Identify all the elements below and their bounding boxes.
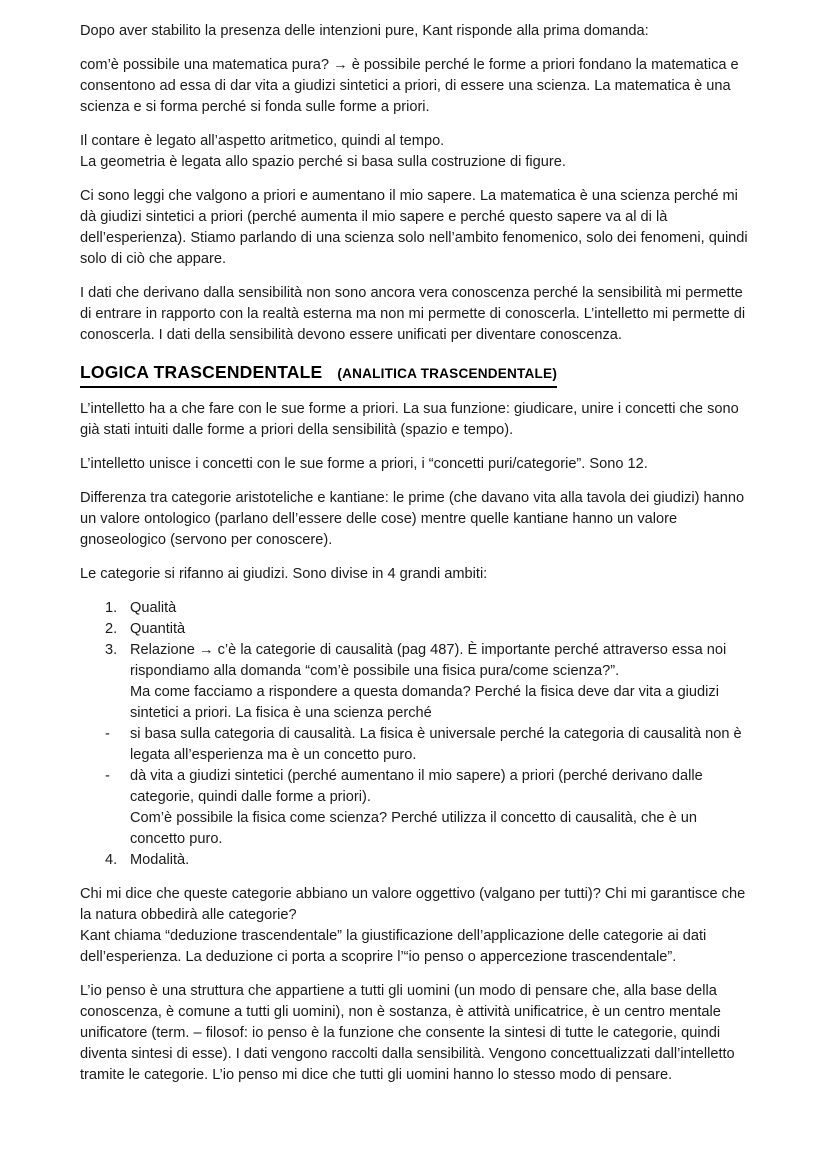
paragraph-matematica-pura: com’è possibile una matematica pura? → è possibile perché le forme a priori fondano la matematica e consentono ad essa di dar vita a giudizi sintetici a priori, di essere una scienza. La matematica è una scienza e si forma perché si fonda sulle forme a priori. — [80, 57, 739, 115]
dash-marker: - — [105, 726, 110, 742]
categories-list — [80, 598, 748, 871]
heading-sub: (ANALITICA TRASCENDENTALE) — [337, 366, 558, 381]
list-marker: 1. — [105, 600, 118, 616]
paragraph-concetti-puri: L’intelletto unisce i concetti con le sue forme a priori, i “concetti puri/categorie”. Sono 12. — [80, 456, 648, 472]
relazione-intro: Relazione → c’è la categorie di causalità (pag 487). È importante perché attraverso essa noi rispondiamo alla domanda “com’è possibile una fisica pura/come scienza?”. — [130, 642, 727, 679]
list-item-body — [130, 640, 748, 724]
list-marker: 4. — [105, 852, 118, 868]
list-subitem-body — [130, 766, 748, 850]
heading-main: LOGICA TRASCENDENTALE — [80, 362, 323, 382]
paragraph-sensibilita: I dati che derivano dalla sensibilità non sono ancora vera conoscenza perché la sensibilità mi permette di entrare in rapporto con la realtà esterna ma non mi permette di conoscerla. L’intelletto mi permette di conoscerla. I dati della sensibilità devono essere unificati per diventare conoscenza. — [80, 285, 746, 343]
list-item-text: Modalità. — [130, 852, 190, 868]
relazione-question: Ma come facciamo a rispondere a questa domanda? Perché la fisica deve dar vita a giudizi sintetici a priori. La fisica è una scienza perché — [130, 684, 719, 721]
line-kant-chiama: Kant chiama “deduzione trascendentale” la giustificazione dell’applicazione delle categorie ai dati dell’esperienza. La deduzione ci porta a scoprire l’“io penso o appercezione trascendentale”. — [80, 928, 707, 965]
list-item-text: Qualità — [130, 600, 177, 616]
list-subitem-giudizi-sintetici — [80, 766, 748, 850]
line-contare: Il contare è legato all’aspetto aritmetico, quindi al tempo. — [80, 133, 445, 149]
paragraph-io-penso: L’io penso è una struttura che appartiene a tutti gli uomini (un modo di pensare che, alla base della conoscenza, è comune a tutti gli uomini), non è sostanza, è attività unificatrice, è un centro mentale unificatore (term. – filosof: io penso è la funzione che consente la sintesi di tutte le categorie, quindi diventa sintesi di esse). I dati vengono raccolti dalla sensibilità. Vengono concettualizzati dall’intelletto tramite le categorie. L’io penso mi dice che tutti gli uomini hanno lo stesso modo di pensare. — [80, 983, 735, 1083]
list-subitem-causalita — [80, 724, 748, 766]
list-item-text: Quantità — [130, 621, 186, 637]
line-geometria: La geometria è legata allo spazio perché si basa sulla costruzione di figure. — [80, 154, 566, 170]
list-marker: 3. — [105, 642, 118, 658]
paragraph-intelletto-funzione: L’intelletto ha a che fare con le sue forme a priori. La sua funzione: giudicare, unire i concetti che sono già stati intuiti dalle forme a priori della sensibilità (spazio e tempo). — [80, 401, 739, 438]
line-valore-oggettivo: Chi mi dice che queste categorie abbiano un valore oggettivo (valgano per tutti)? Chi mi garantisce che la natura obbedirà alle categorie? — [80, 886, 746, 923]
list-item-modalita — [80, 850, 748, 871]
paragraph-leggi-a-priori: Ci sono leggi che valgono a priori e aumentano il mio sapere. La matematica è una scienza perché mi dà giudizi sintetici a priori (perché aumenta il mio sapere e perché questo sapere va al di là dell’esperienza). Stiamo parlando di una scienza solo nell’ambito fenomenico, solo dei fenomeni, quindi solo di ciò che appare. — [80, 188, 748, 267]
heading-underline-wrap — [80, 353, 557, 388]
subitem-text: dà vita a giudizi sintetici (perché aumentano il mio sapere) a priori (perché derivano dalle categorie, quindi dalle forme a priori). — [130, 768, 703, 805]
paragraph-quattro-ambiti: Le categorie si rifanno ai giudizi. Sono divise in 4 grandi ambiti: — [80, 566, 488, 582]
paragraph-deduzione-trascendentale — [80, 884, 748, 968]
paragraph-contare-geometria — [80, 131, 748, 173]
list-marker: 2. — [105, 621, 118, 637]
list-item-relazione — [80, 640, 748, 724]
list-item-quantita — [80, 619, 748, 640]
subitem-followup: Com’è possibile la fisica come scienza? Perché utilizza il concetto di causalità, che è un concetto puro. — [130, 810, 698, 847]
paragraph-intro: Dopo aver stabilito la presenza delle intenzioni pure, Kant risponde alla prima domanda: — [80, 23, 649, 39]
paragraph-differenza-categorie: Differenza tra categorie aristoteliche e kantiane: le prime (che davano vita alla tavola dei giudizi) hanno un valore ontologico (parlano dell’essere delle cose) mentre quelle kantiane hanno un valore gnoseologico (servono per conoscere). — [80, 490, 745, 548]
list-item-qualita — [80, 598, 748, 619]
list-subitem-text: si basa sulla categoria di causalità. La fisica è universale perché la categoria di causalità non è legata all’esperienza ma è un concetto puro. — [130, 726, 742, 763]
section-heading — [80, 359, 748, 384]
dash-marker: - — [105, 768, 110, 784]
